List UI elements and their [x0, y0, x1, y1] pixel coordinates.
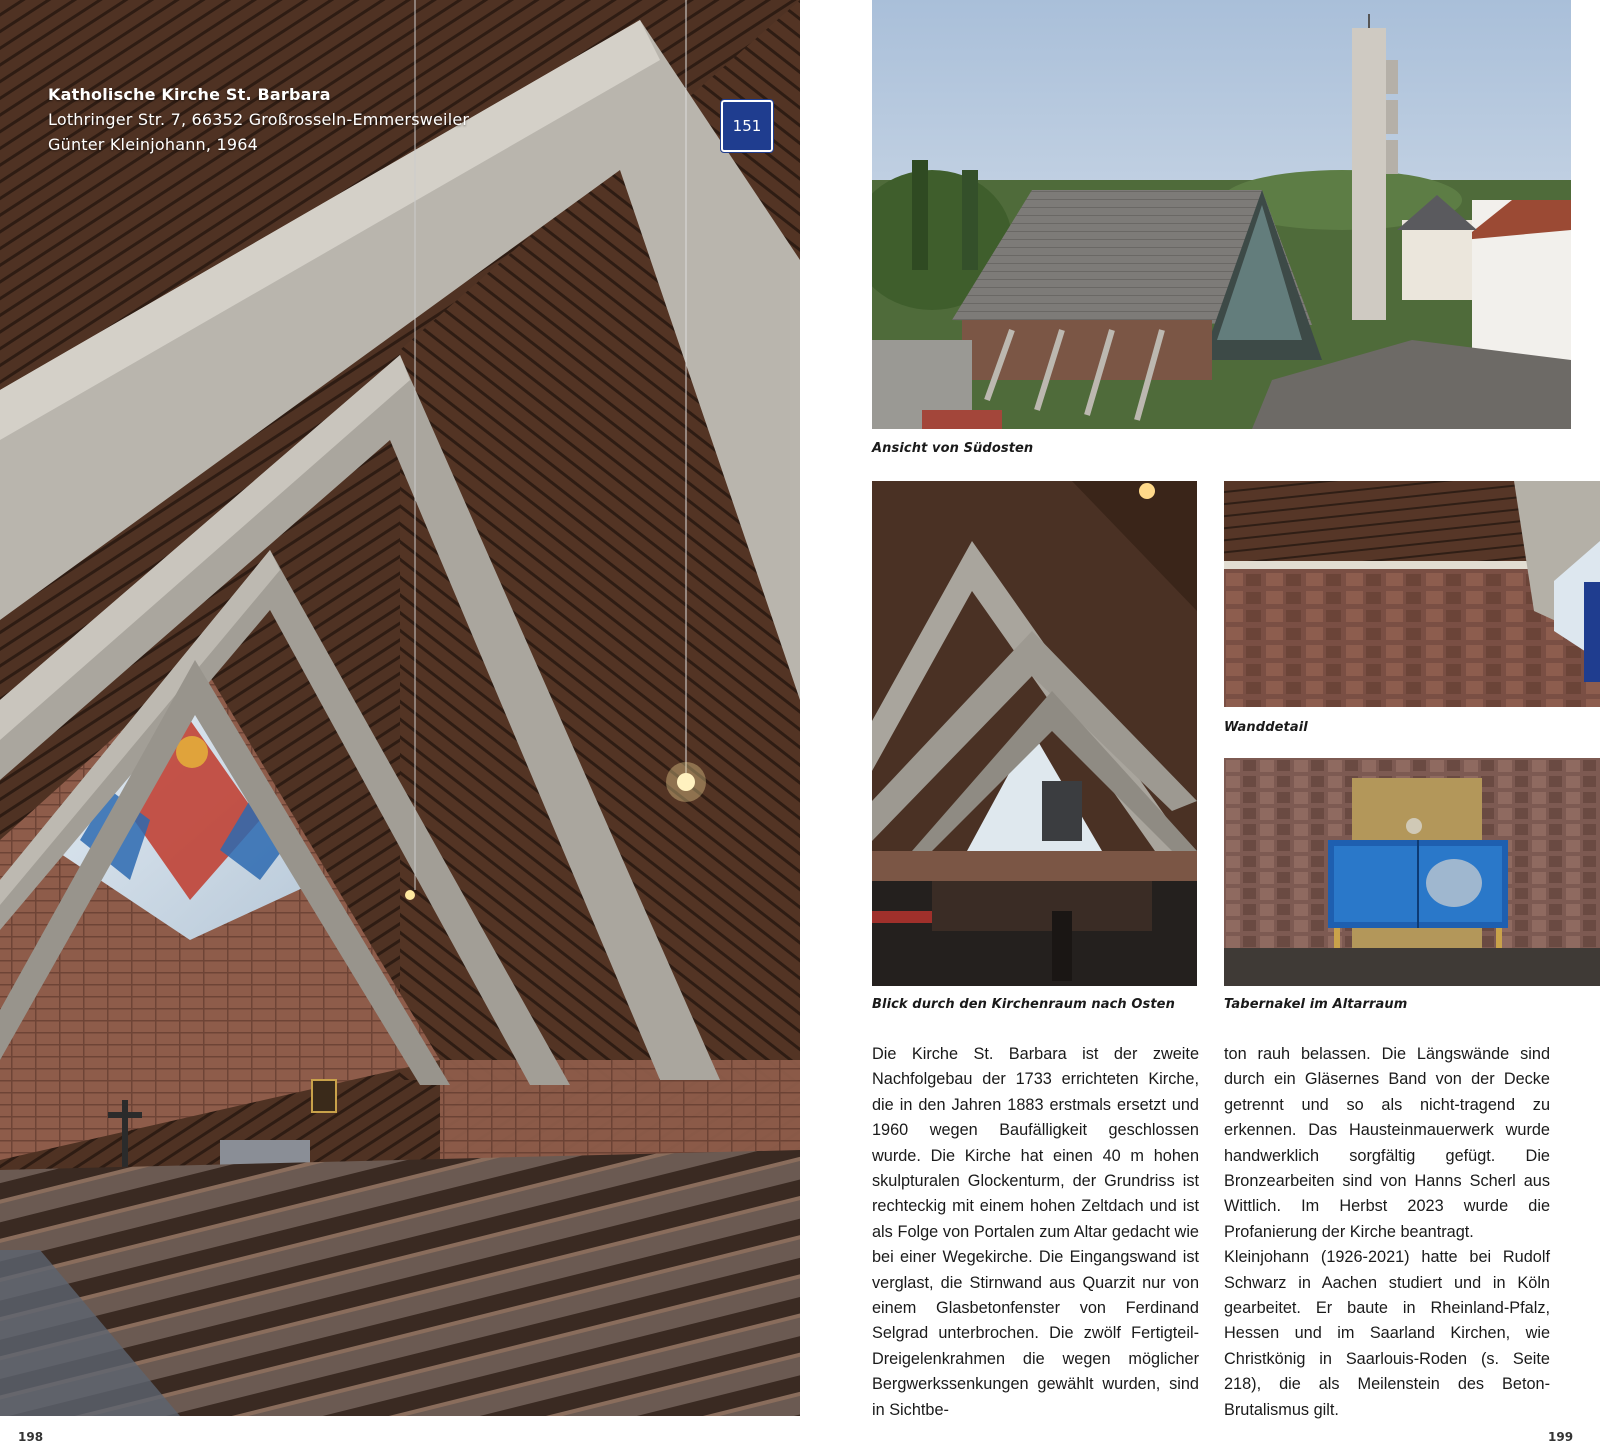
interior-view-illustration: [872, 481, 1197, 986]
page-number-right: 199: [1548, 1430, 1574, 1444]
church-interior-photo: [0, 0, 800, 1416]
caption-wall-detail: Wanddetail: [1224, 720, 1308, 735]
wall-detail-illustration: [1224, 481, 1600, 707]
tabernacle-photo: [1224, 758, 1600, 986]
caption-interior: Blick durch den Kirchenraum nach Osten: [872, 997, 1175, 1012]
exterior-illustration: [872, 0, 1571, 429]
tabernacle-illustration: [1224, 758, 1600, 986]
body-paragraph-architect: Kleinjohann (1926-2021) hatte bei Rudolf Schwarz in Aachen studiert und in Köln gearbeitet. Er baute in Rheinland-Pfalz, Hessen und im Saarland Kirchen, wie Christkönig in Saarlouis-Roden (s. Seite 218), die als Meilenstein des Beton-Brutalismus gilt.: [1224, 1248, 1550, 1419]
church-address: Lothringer Str. 7, 66352 Großrosseln-Emmersweiler: [48, 110, 470, 129]
entry-number-badge: 151: [721, 100, 773, 152]
architect-and-year: Günter Kleinjohann, 1964: [48, 135, 258, 154]
body-text-column-right: [1224, 1042, 1550, 1423]
wall-detail-photo: [1224, 481, 1600, 707]
section-tab-marker: [1584, 582, 1600, 682]
church-interior-illustration: [0, 0, 800, 1416]
caption-tabernacle: Tabernakel im Altarraum: [1224, 997, 1408, 1012]
body-text-column-left: Die Kirche St. Barbara ist der zweite Nachfolgebau der 1733 errichteten Kirche, die in den Jahren 1883 erstmals ersetzt und 1960 wegen Baufälligkeit geschlossen wurde. Die Kirche hat einen 40 m hohen skulpturalen Glockenturm, der Grundriss ist rechteckig mit einem hohen Zeltdach und ist als Folge von Portalen zum Altar gedacht wie bei einer Wegekirche. Die Eingangswand ist verglast, die Stirnwand aus Quarzit nur von einem Glasbetonfenster von Ferdinand Selgrad unterbrochen. Die zwölf Fertigteil-Dreigelenkrahmen die wegen möglicher Bergwerkssenkungen gewählt wurden, sind in Sichtbe-: [872, 1045, 1199, 1419]
interior-view-photo: [872, 481, 1197, 986]
caption-exterior: Ansicht von Südosten: [872, 441, 1034, 456]
body-paragraph-profanierung: ton rauh belassen. Die Längswände sind durch ein Gläsernes Band von der Decke getrennt und so als nicht-tragend zu erkennen. Das Hausteinmauerwerk wurde handwerklich sorgfältig gefügt. Die Bronzearbeiten sind von Hanns Scherl aus Wittlich. Im Herbst 2023 wurde die Profanierung der Kirche beantragt.: [1224, 1045, 1550, 1241]
church-name: Katholische Kirche St. Barbara: [48, 85, 331, 104]
page-number-left: 198: [18, 1430, 44, 1444]
church-title-block: [48, 82, 469, 157]
exterior-photo: [872, 0, 1571, 429]
